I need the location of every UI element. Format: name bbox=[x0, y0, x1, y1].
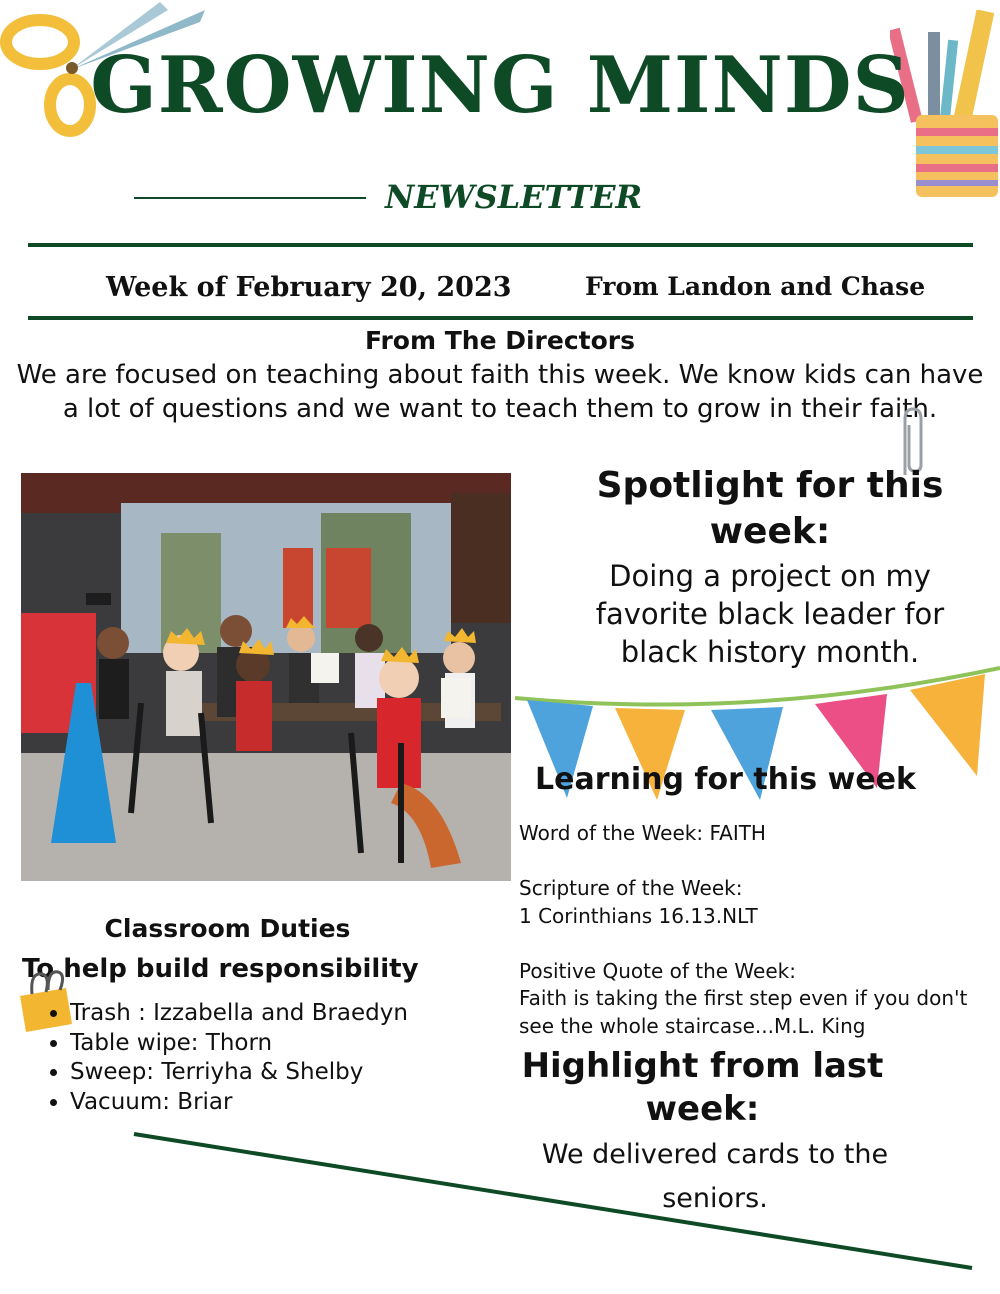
class-photo bbox=[21, 473, 511, 881]
word-of-week: Word of the Week: FAITH bbox=[519, 821, 766, 845]
spotlight-heading: Spotlight for this week: bbox=[596, 465, 944, 552]
highlight-heading: Highlight from last week: bbox=[521, 1046, 884, 1129]
top-rule bbox=[28, 243, 973, 247]
quote-text: Faith is taking the first step even if you don't see the whole staircase...M.L. King bbox=[519, 986, 968, 1038]
quote-label: Positive Quote of the Week: bbox=[519, 958, 796, 983]
directors-heading: From The Directors bbox=[364, 326, 635, 355]
week-date: Week of February 20, 2023 bbox=[106, 272, 512, 303]
duties-list bbox=[30, 999, 408, 1117]
learning-heading: Learning for this week bbox=[535, 762, 916, 797]
duty-item: • Vacuum: Briar bbox=[70, 1088, 408, 1118]
scripture-label: Scripture of the Week: bbox=[519, 876, 743, 900]
directors-body: We are focused on teaching about faith this week. We know kids can have a lot of questions and we want to teach them to grow in their faith. bbox=[16, 360, 984, 424]
duties-subheading: To help build responsibility bbox=[22, 954, 419, 984]
diagonal-rule bbox=[130, 1128, 980, 1273]
duty-item: • Trash : Izzabella and Braedyn bbox=[70, 999, 408, 1029]
duty-item: • Table wipe: Thorn bbox=[70, 1029, 408, 1059]
newsletter-subtitle: NEWSLETTER bbox=[385, 178, 643, 216]
duties-heading: Classroom Duties bbox=[104, 914, 351, 943]
scripture-ref: 1 Corinthians 16.13.NLT bbox=[519, 903, 758, 928]
highlight-body: We delivered cards to the seniors. bbox=[541, 1139, 889, 1214]
spotlight-body: Doing a project on my favorite black leader for black history month. bbox=[595, 559, 945, 669]
duty-item: • Sweep: Terriyha & Shelby bbox=[70, 1058, 408, 1088]
learning-body bbox=[519, 820, 999, 1040]
newsletter-title: GROWING MINDS bbox=[90, 40, 910, 131]
subtitle-line bbox=[134, 197, 366, 199]
from-authors: From Landon and Chase bbox=[585, 272, 926, 301]
bottom-rule bbox=[28, 316, 973, 320]
